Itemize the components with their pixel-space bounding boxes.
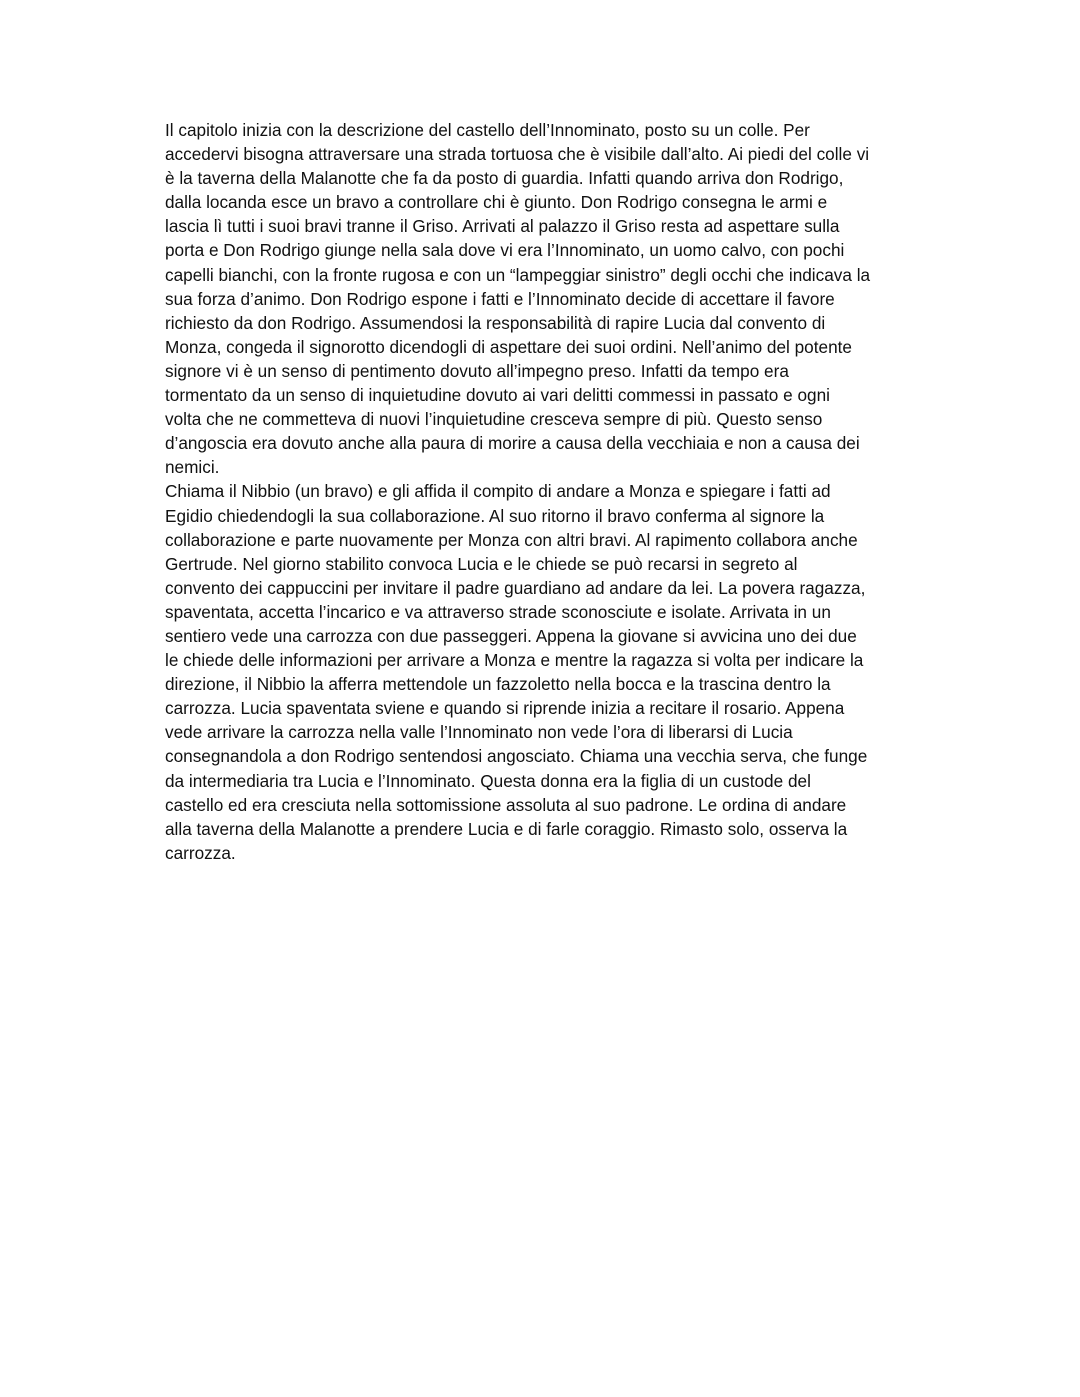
text-line: direzione, il Nibbio la afferra mettendole un fazzoletto nella bocca e la trascina dentro la bbox=[165, 674, 831, 695]
text-line: Monza, congeda il signorotto dicendogli di aspettare dei suoi ordini. Nell’animo del potente bbox=[165, 336, 852, 357]
text-line: signore vi è un senso di pentimento dovuto all’impegno preso. Infatti da tempo era bbox=[165, 360, 789, 381]
text-line: Gertrude. Nel giorno stabilito convoca Lucia e le chiede se può recarsi in segreto al bbox=[165, 553, 798, 574]
text-line: castello ed era cresciuta nella sottomissione assoluta al suo padrone. Le ordina di andare bbox=[165, 794, 847, 815]
text-line: accedervi bisogna attraversare una strada tortuosa che è visibile dall’alto. Ai piedi del colle vi bbox=[165, 144, 870, 165]
text-line: le chiede delle informazioni per arrivare a Monza e mentre la ragazza si volta per indicare la bbox=[165, 650, 864, 671]
text-line: convento dei cappuccini per invitare il padre guardiano ad andare da lei. La povera ragazza, bbox=[165, 577, 866, 598]
text-line: Chiama il Nibbio (un bravo) e gli affida il compito di andare a Monza e spiegare i fatti ad bbox=[165, 481, 831, 502]
text-line: dalla locanda esce un bravo a controllare chi è giunto. Don Rodrigo consegna le armi e bbox=[165, 192, 828, 213]
text-line: sua forza d’animo. Don Rodrigo espone i fatti e l’Innominato decide di accettare il favore bbox=[165, 288, 835, 309]
text-line: tormentato da un senso di inquietudine dovuto ai vari delitti commessi in passato e ogni bbox=[165, 385, 830, 406]
text-line: Egidio chiedendogli la sua collaborazione. Al suo ritorno il bravo conferma al signore la bbox=[165, 505, 825, 526]
text-line: carrozza. Lucia spaventata sviene e quando si riprende inizia a recitare il rosario. Appena bbox=[165, 698, 845, 719]
text-line: spaventata, accetta l’incarico e va attraverso strade sconosciute e isolate. Arrivata in un bbox=[165, 601, 831, 622]
text-line: carrozza. bbox=[165, 842, 236, 863]
text-line: lascia lì tutti i suoi bravi tranne il Griso. Arrivati al palazzo il Griso resta ad aspettare sulla bbox=[165, 216, 840, 237]
text-line: alla taverna della Malanotte a prendere Lucia e di farle coraggio. Rimasto solo, osserva la bbox=[165, 818, 848, 839]
text-line: collaborazione e parte nuovamente per Monza con altri bravi. Al rapimento collabora anche bbox=[165, 529, 858, 550]
text-line: porta e Don Rodrigo giunge nella sala dove vi era l’Innominato, un uomo calvo, con pochi bbox=[165, 240, 845, 261]
text-line: capelli bianchi, con la fronte rugosa e con un “lampeggiar sinistro” degli occhi che indicava la bbox=[165, 264, 871, 285]
text-line: volta che ne commetteva di nuovi l’inquietudine cresceva sempre di più. Questo senso bbox=[165, 409, 823, 430]
text-line: d’angoscia era dovuto anche alla paura di morire a causa della vecchiaia e non a causa dei bbox=[165, 433, 860, 454]
text-line: nemici. bbox=[165, 457, 220, 478]
text-line: richiesto da don Rodrigo. Assumendosi la responsabilità di rapire Lucia dal convento di bbox=[165, 312, 826, 333]
text-line: Il capitolo inizia con la descrizione del castello dell’Innominato, posto su un colle. Per bbox=[165, 120, 810, 140]
text-line: è la taverna della Malanotte che fa da posto di guardia. Infatti quando arriva don Rodrigo, bbox=[165, 168, 844, 189]
text-line: consegnandola a don Rodrigo sentendosi angosciato. Chiama una vecchia serva, che funge bbox=[165, 746, 868, 767]
text-line: da intermediaria tra Lucia e l’Innominato. Questa donna era la figlia di un custode del bbox=[165, 770, 811, 791]
text-line: vede arrivare la carrozza nella valle l’Innominato non vede l’ora di liberarsi di Lucia bbox=[165, 722, 793, 743]
document-body-text bbox=[165, 118, 925, 865]
text-line: sentiero vede una carrozza con due passeggeri. Appena la giovane si avvicina uno dei due bbox=[165, 625, 857, 646]
